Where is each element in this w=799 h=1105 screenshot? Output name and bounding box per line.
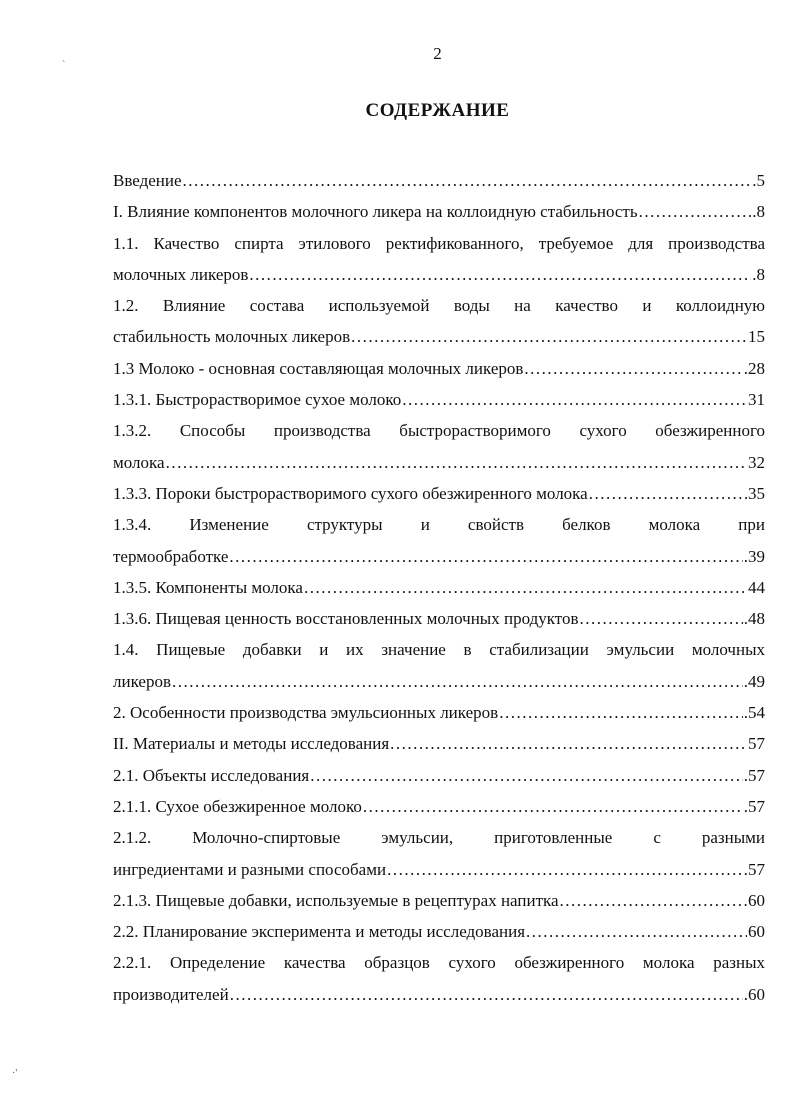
toc-entry-line bbox=[113, 885, 765, 916]
toc-entry-page-number: .8 bbox=[752, 202, 765, 222]
toc-entry-page-number: 57 bbox=[748, 734, 765, 754]
toc-entry-title: 2.2. Планирование эксперимента и методы исследования bbox=[113, 922, 526, 942]
toc-entry-line bbox=[113, 572, 765, 603]
dot-leader bbox=[172, 666, 743, 697]
toc-entry-line bbox=[113, 760, 765, 791]
toc-entry-page-number: .5 bbox=[752, 171, 765, 190]
page-number: 2 bbox=[433, 44, 442, 63]
toc-entry[interactable] bbox=[113, 384, 765, 415]
toc-entry-line bbox=[113, 478, 765, 509]
toc-entry-page-number: 31 bbox=[748, 390, 765, 410]
toc-entry-line bbox=[113, 447, 765, 478]
scan-speck: ·' bbox=[12, 1068, 18, 1079]
toc-entry[interactable] bbox=[113, 728, 765, 759]
dot-leader bbox=[560, 885, 747, 916]
toc-entry-title: 2.1.3. Пищевые добавки, используемые в рецептурах напитка bbox=[113, 890, 559, 910]
page-title: СОДЕРЖАНИЕ bbox=[365, 100, 510, 121]
dot-leader bbox=[526, 916, 747, 947]
toc-entry-page-number: .54 bbox=[743, 703, 765, 723]
toc-entry[interactable] bbox=[113, 165, 765, 196]
toc-entry-page-number: .8 bbox=[752, 264, 765, 284]
dot-leader bbox=[310, 760, 743, 791]
toc-entry-title: 1.3 Молоко - основная составляющая молочных ликеров bbox=[113, 358, 524, 378]
toc-entry-line bbox=[113, 541, 765, 572]
toc-entry-page-number: 57 bbox=[748, 859, 765, 879]
toc-entry[interactable] bbox=[113, 697, 765, 728]
toc-entry-page-number: .57 bbox=[743, 796, 765, 816]
toc-entry-page-number: .48 bbox=[743, 609, 765, 629]
toc-entry-line bbox=[113, 979, 765, 1010]
dot-leader bbox=[580, 603, 743, 634]
toc-entry-title-line: 1.4. Пищевые добавки и их значение в стабилизации эмульсии молочных bbox=[113, 640, 765, 660]
toc-entry-line bbox=[113, 259, 765, 290]
toc-entry-page-number: 44 bbox=[748, 577, 765, 597]
dot-leader bbox=[524, 353, 742, 384]
toc-entry-title: ингредиентами и разными способами bbox=[113, 859, 387, 879]
toc-entry-title-line: 1.3.4. Изменение структуры и свойств белков молока при bbox=[113, 515, 765, 535]
dot-leader bbox=[183, 165, 752, 196]
toc-entry[interactable] bbox=[113, 885, 765, 916]
dot-leader bbox=[639, 196, 752, 227]
scan-speck: ` bbox=[62, 60, 66, 71]
dot-leader bbox=[229, 541, 742, 572]
toc-entry-title: Введение bbox=[113, 171, 182, 190]
toc-entry-title: 2.1. Объекты исследования bbox=[113, 765, 310, 785]
toc-entry-line bbox=[113, 791, 765, 822]
toc-entry-title: 2.1.1. Сухое обезжиренное молоко bbox=[113, 796, 362, 816]
toc-entry[interactable] bbox=[113, 947, 765, 1010]
dot-leader bbox=[363, 791, 743, 822]
toc-entry-title-line: 1.3.2. Способы производства быстрорастворимого сухого обезжиренного bbox=[113, 421, 765, 441]
toc-entry[interactable] bbox=[113, 228, 765, 291]
toc-entry-title: термообработке bbox=[113, 546, 229, 566]
toc-entry-title: I. Влияние компонентов молочного ликера на коллоидную стабильность bbox=[113, 202, 638, 222]
toc-entry-title-line: 1.2. Влияние состава используемой воды на качество и коллоидную bbox=[113, 296, 765, 316]
toc-entry-line bbox=[113, 916, 765, 947]
toc-entry[interactable] bbox=[113, 791, 765, 822]
toc-entry[interactable] bbox=[113, 603, 765, 634]
toc-entry-title: молочных ликеров bbox=[113, 264, 249, 284]
toc-entry-title: 1.3.1. Быстрорастворимое сухое молоко bbox=[113, 390, 402, 410]
dot-leader bbox=[249, 259, 751, 290]
toc-entry-line bbox=[113, 384, 765, 415]
toc-entry-page-number: .39 bbox=[743, 546, 765, 566]
table-of-contents bbox=[113, 165, 765, 1010]
toc-entry[interactable] bbox=[113, 822, 765, 885]
toc-entry-title: 1.3.3. Пороки быстрорастворимого сухого обезжиренного молока bbox=[113, 483, 588, 503]
dot-leader bbox=[351, 321, 747, 352]
toc-entry[interactable] bbox=[113, 634, 765, 697]
dot-leader bbox=[390, 728, 747, 759]
toc-entry[interactable] bbox=[113, 353, 765, 384]
toc-entry-title: II. Материалы и методы исследования bbox=[113, 734, 390, 754]
toc-entry[interactable] bbox=[113, 760, 765, 791]
toc-entry-page-number: .57 bbox=[743, 765, 765, 785]
toc-entry[interactable] bbox=[113, 572, 765, 603]
toc-entry-page-number: .49 bbox=[743, 671, 765, 691]
toc-entry-title-line: 2.2.1. Определение качества образцов сухого обезжиренного молока разных bbox=[113, 953, 765, 973]
toc-entry-title-line: 1.1. Качество спирта этилового ректификованного, требуемое для производства bbox=[113, 233, 765, 253]
toc-entry-title: молока bbox=[113, 452, 165, 472]
dot-leader bbox=[499, 697, 743, 728]
toc-entry-title-line: 2.1.2. Молочно-спиртовые эмульсии, приготовленные с разными bbox=[113, 828, 765, 848]
dot-leader bbox=[589, 478, 747, 509]
toc-entry-page-number: 60 bbox=[748, 890, 765, 910]
toc-entry-page-number: 32 bbox=[748, 452, 765, 472]
dot-leader bbox=[166, 447, 747, 478]
toc-entry-page-number: 35 bbox=[748, 483, 765, 503]
toc-entry[interactable] bbox=[113, 415, 765, 478]
toc-entry-title: 1.3.6. Пищевая ценность восстановленных молочных продуктов bbox=[113, 609, 579, 629]
toc-entry-title: ликеров bbox=[113, 671, 171, 691]
dot-leader bbox=[304, 572, 747, 603]
dot-leader bbox=[230, 979, 743, 1010]
toc-entry-title: стабильность молочных ликеров bbox=[113, 327, 351, 347]
toc-entry-title: производителей bbox=[113, 984, 229, 1004]
toc-entry-title: 1.3.5. Компоненты молока bbox=[113, 577, 303, 597]
toc-entry-page-number: 15 bbox=[748, 327, 765, 347]
toc-entry-line bbox=[113, 854, 765, 885]
toc-entry-line bbox=[113, 353, 765, 384]
toc-entry[interactable] bbox=[113, 916, 765, 947]
toc-entry[interactable] bbox=[113, 290, 765, 353]
toc-entry-page-number: .28 bbox=[743, 358, 765, 378]
toc-entry-page-number: .60 bbox=[743, 984, 765, 1004]
dot-leader bbox=[387, 854, 747, 885]
toc-entry-line bbox=[113, 603, 765, 634]
toc-entry-line bbox=[113, 196, 765, 227]
toc-entry-line bbox=[113, 697, 765, 728]
toc-entry-line bbox=[113, 728, 765, 759]
toc-entry[interactable] bbox=[113, 196, 765, 227]
toc-entry-line bbox=[113, 321, 765, 352]
toc-entry[interactable] bbox=[113, 478, 765, 509]
toc-entry-title: 2. Особенности производства эмульсионных ликеров bbox=[113, 703, 499, 723]
toc-entry-line bbox=[113, 666, 765, 697]
toc-entry[interactable] bbox=[113, 509, 765, 572]
toc-entry-line bbox=[113, 165, 765, 196]
toc-entry-page-number: 60 bbox=[748, 922, 765, 942]
dot-leader bbox=[402, 384, 747, 415]
